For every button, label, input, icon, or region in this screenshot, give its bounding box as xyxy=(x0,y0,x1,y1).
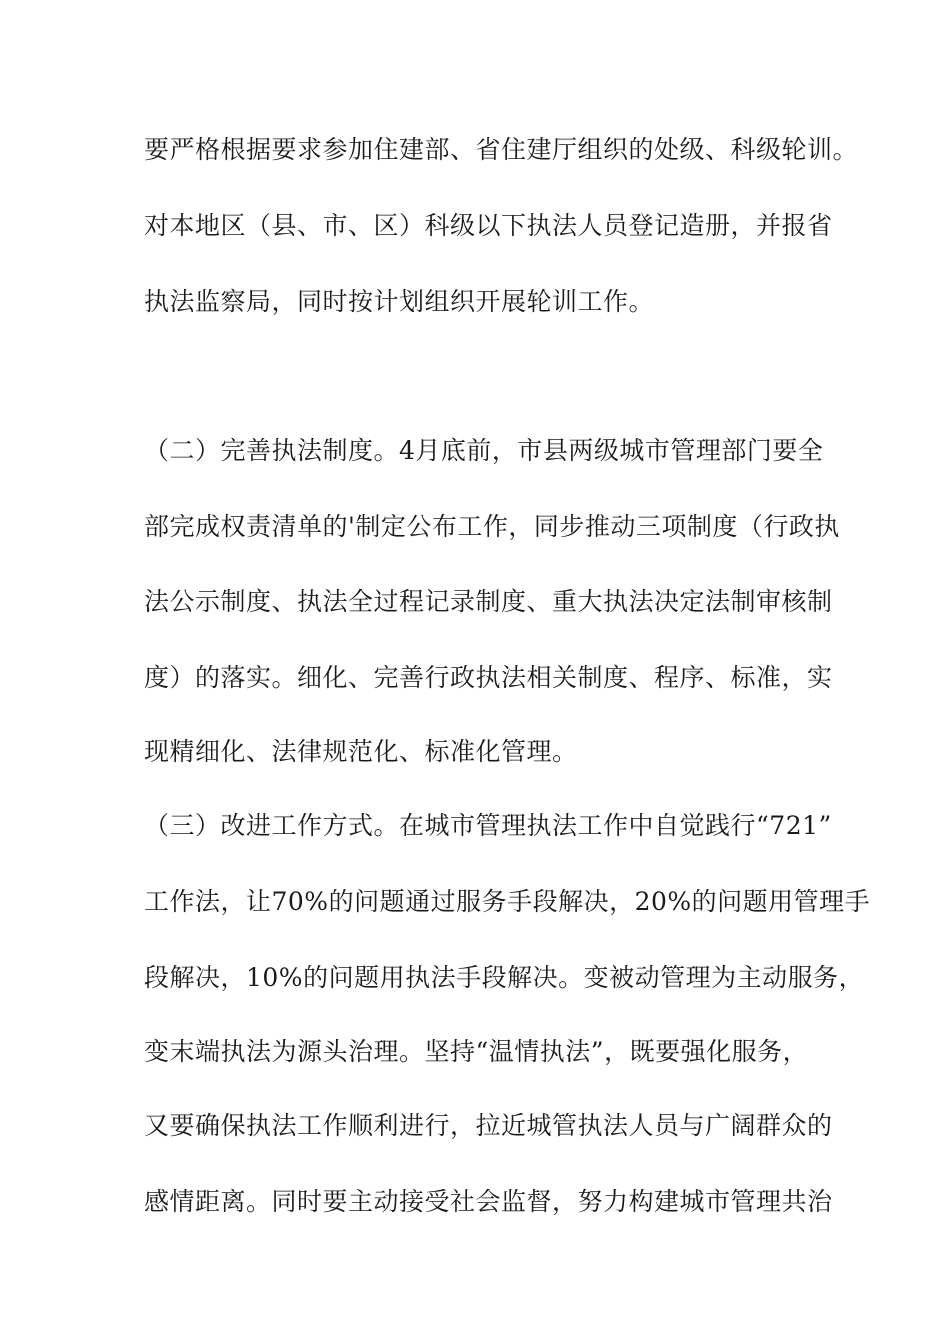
text-line-11: 段解决，10%的问题用执法手段解决。变被动管理为主动服务， xyxy=(144,963,865,992)
text-line-7: 度）的落实。细化、完善行政执法相关制度、程序、标准，实 xyxy=(144,663,833,692)
text-line-8: 现精细化、法律规范化、标准化管理。 xyxy=(144,737,578,766)
text-line-9: （三）改进工作方式。在城市管理执法工作中自觉践行“721” xyxy=(144,811,832,840)
text-line-2: 对本地区（县、市、区）科级以下执法人员登记造册，并报省 xyxy=(144,211,833,240)
text-line-3: 执法监察局，同时按计划组织开展轮训工作。 xyxy=(144,287,655,316)
text-line-4: （二）完善执法制度。4月底前，市县两级城市管理部门要全 xyxy=(144,436,824,465)
text-line-10: 工作法，让70%的问题通过服务手段解决，20%的问题用管理手 xyxy=(144,887,871,916)
text-line-6: 法公示制度、执法全过程记录制度、重大执法决定法制审核制 xyxy=(144,587,833,616)
text-line-1: 要严格根据要求参加住建部、省住建厅组织的处级、科级轮训。 xyxy=(144,135,859,164)
text-line-12: 变末端执法为源头治理。坚持“温情执法”，既要强化服务， xyxy=(144,1037,809,1066)
text-line-14: 感情距离。同时要主动接受社会监督，努力构建城市管理共治 xyxy=(144,1187,833,1216)
text-line-5: 部完成权责清单的'制定公布工作，同步推动三项制度（行政执 xyxy=(144,512,840,541)
text-line-13: 又要确保执法工作顺利进行，拉近城管执法人员与广阔群众的 xyxy=(144,1111,833,1140)
